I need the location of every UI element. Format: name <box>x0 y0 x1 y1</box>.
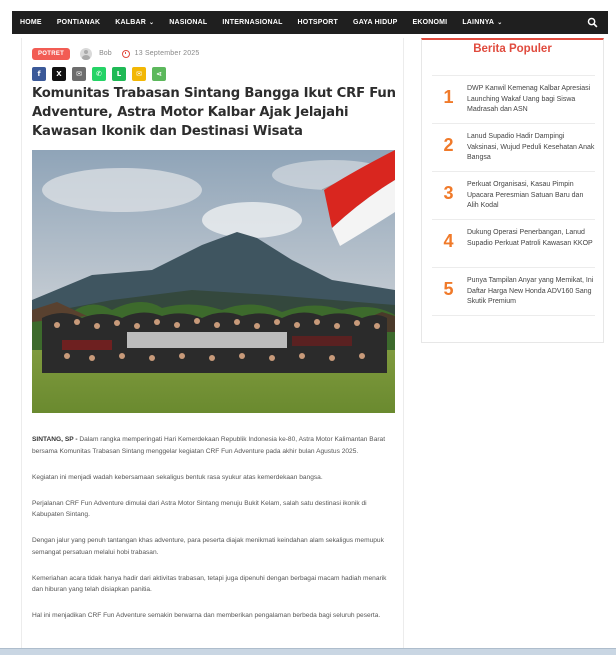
author-avatar <box>80 48 92 60</box>
nav-item-internasional[interactable] <box>222 19 282 26</box>
top-navigation <box>12 11 608 34</box>
nav-item-nasional[interactable] <box>169 19 207 26</box>
rank-number: 3 <box>443 183 454 203</box>
search-icon[interactable] <box>587 17 598 28</box>
popular-news-link[interactable]: Dukung Operasi Penerbangan, Lanud Supadio Perkuat Patroli Kawasan KKOP <box>467 229 593 247</box>
paragraph: Dengan jalur yang penuh tantangan khas adventure, para peserta diajak menikmati keindahan alam sekaligus memupuk semangat persatuan melalui hobi trabasan. <box>32 537 384 556</box>
rank-number: 5 <box>443 279 454 299</box>
nav-item-ekonomi[interactable] <box>412 19 447 26</box>
publish-date: 13 September 2025 <box>134 50 200 57</box>
dateline: SINTANG, SP - <box>32 436 78 443</box>
chevron-down-icon: ⌄ <box>497 20 503 26</box>
nav-item-home[interactable] <box>20 19 42 26</box>
nav-menu <box>20 19 517 26</box>
nav-item-hotsport[interactable] <box>298 19 339 26</box>
popular-news-list <box>432 76 595 316</box>
sms-icon[interactable]: ✉ <box>132 67 146 81</box>
nav-item-pontianak[interactable] <box>57 19 100 26</box>
whatsapp-icon[interactable]: ✆ <box>92 67 106 81</box>
chevron-down-icon: ⌄ <box>149 20 155 26</box>
popular-news-item[interactable] <box>432 75 595 124</box>
rank-number: 4 <box>443 231 454 251</box>
bottom-scroll-edge <box>0 648 616 655</box>
rank-number: 2 <box>443 135 454 155</box>
article-title: Komunitas Trabasan Sintang Bangga Ikut CRF Fun Adventure, Astra Motor Kalbar Ajak Jelajahi Kawasan Ikonik dan Destinasi Wisata <box>32 86 396 139</box>
share-icon[interactable]: ⋖ <box>152 67 166 81</box>
paragraph: Kemeriahan acara tidak hanya hadir dari aktivitas trabasan, tetapi juga dipenuhi dengan berbagai macam hadiah menarik dan hiburan yang telah disiapkan panitia. <box>32 574 387 593</box>
article-body <box>32 434 392 636</box>
popular-news-item[interactable] <box>432 219 595 268</box>
popular-news-link[interactable]: Punya Tampilan Anyar yang Memikat, Ini Daftar Harga New Honda ADV160 Sang Skutik Premium <box>467 277 594 305</box>
popular-news-link[interactable]: Perkuat Organisasi, Kasau Pimpin Upacara Peresmian Satuan Baru dan Alih Kodal <box>467 181 584 209</box>
paragraph: Hal ini menjadikan CRF Fun Adventure semakin berwarna dan memberikan pengalaman berbeda bagi seluruh peserta. <box>32 612 381 619</box>
nav-item-gaya-hidup[interactable] <box>353 19 397 26</box>
popular-news-item[interactable] <box>432 267 595 316</box>
category-badge[interactable]: POTRET <box>32 48 70 60</box>
nav-item-label: KALBAR <box>115 19 146 26</box>
x-icon[interactable]: X <box>52 67 66 81</box>
nav-item-label: LAINNYA <box>462 19 495 26</box>
nav-item-label: GAYA HIDUP <box>353 19 398 26</box>
hero-photo <box>32 150 395 413</box>
article-meta <box>32 46 200 61</box>
nav-item-label: HOME <box>20 19 42 26</box>
article-column <box>21 38 404 655</box>
widget-title: Berita Populer <box>473 43 552 55</box>
nav-item-label: EKONOMI <box>412 19 448 26</box>
author-name[interactable]: Bob <box>99 50 112 57</box>
paragraph: Perjalanan CRF Fun Adventure dimulai dari Astra Motor Sintang menuju Bukit Kelam, salah satu destinasi ikonik di Kabupaten Sintang. <box>32 499 367 518</box>
nav-item-kalbar[interactable] <box>115 19 154 26</box>
popular-news-link[interactable]: Lanud Supadio Hadir Dampingi Vaksinasi, Wujud Peduli Kesehatan Anak Bangsa <box>467 133 595 161</box>
nav-item-lainnya[interactable] <box>462 19 502 26</box>
nav-item-label: HOTSPORT <box>297 19 339 26</box>
popular-news-widget <box>421 38 604 343</box>
popular-news-item[interactable] <box>432 171 595 220</box>
popular-news-item[interactable] <box>432 123 595 172</box>
paragraph: SINTANG, SP - Dalam rangka memperingati Hari Kemerdekaan Republik Indonesia ke-80, Astra Motor Kalimantan Barat bersama Komunitas Trabasan Sintang menggelar kegiatan CRF Fun Adventure pada akhir bulan Agustus 2025. <box>32 436 386 455</box>
nav-item-label: NASIONAL <box>169 19 208 26</box>
paragraph: Kegiatan ini menjadi wadah kebersamaan sekaligus bentuk rasa syukur atas kemerdekaan bangsa. <box>32 473 323 481</box>
nav-item-label: PONTIANAK <box>56 19 101 26</box>
email-icon[interactable]: ✉ <box>72 67 86 81</box>
line-icon[interactable]: L <box>112 67 126 81</box>
hero-image <box>32 150 395 413</box>
share-buttons <box>32 67 172 81</box>
clock-icon <box>122 50 130 58</box>
rank-number: 1 <box>443 87 454 107</box>
nav-item-label: INTERNASIONAL <box>222 19 283 26</box>
facebook-icon[interactable]: f <box>32 67 46 81</box>
popular-news-link[interactable]: DWP Kanwil Kemenag Kalbar Apresiasi Launching Wakaf Uang bagi Siswa Madrasah dan ASN <box>467 85 591 113</box>
